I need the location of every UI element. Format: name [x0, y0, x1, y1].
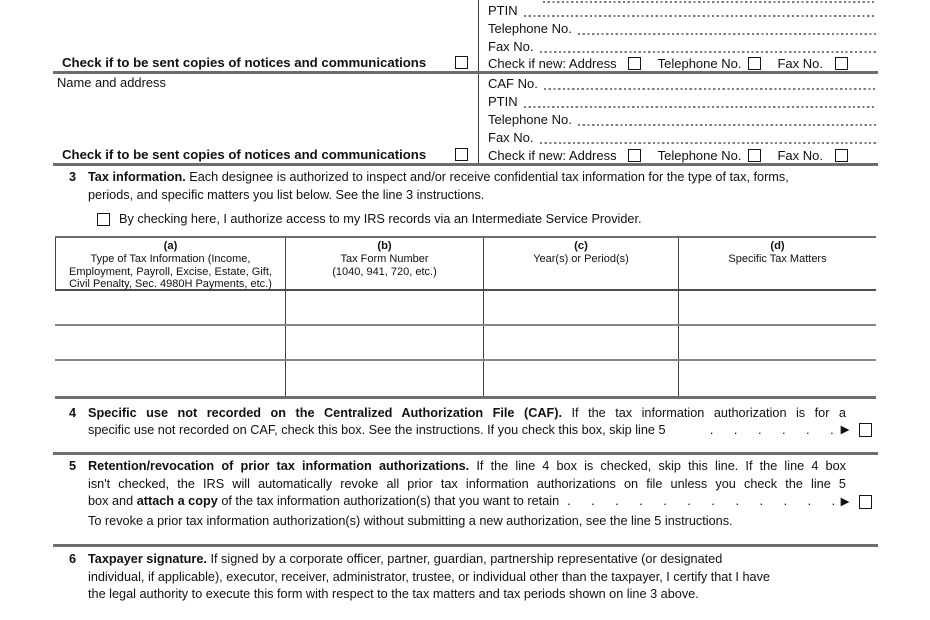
- col-d-letter: (d): [770, 240, 785, 252]
- ptin-entry-line[interactable]: [524, 15, 876, 17]
- dot-leaders: . . . . . . . . . . . .: [567, 494, 836, 508]
- line6-heading: Taxpayer signature.: [88, 552, 207, 566]
- line5-number: 5: [68, 459, 77, 473]
- line3-rest: Each designee is authorized to inspect and/or receive confidential tax information for the type of tax, forms,: [189, 170, 789, 184]
- line6-text-3: the legal authority to execute this form with respect to the tax matters and tax periods shown on line 3 above.: [88, 587, 699, 601]
- col-a-header: [55, 238, 285, 291]
- check-if-new-row-2: [478, 147, 876, 164]
- tax-type-cell[interactable]: [55, 326, 285, 359]
- line5-section-rule: [53, 452, 878, 455]
- copies-notices-row-2: [62, 146, 468, 163]
- line5-text-2: isn't checked, the IRS will automatically revoke all prior tax information authorizations on file unless you check the line 5: [88, 476, 846, 491]
- col-b-header: [285, 238, 483, 291]
- new-address-checkbox-2[interactable]: [628, 149, 641, 162]
- line4-text-1: [88, 405, 875, 422]
- caf-row: [478, 75, 876, 92]
- line3-number: 3: [68, 170, 77, 184]
- check-if-new-address-label-2: Check if new: Address: [488, 148, 617, 163]
- col-a-line1: Type of Tax Information (Income,: [90, 252, 251, 265]
- ptin-row: [478, 2, 876, 19]
- copies-notices-label-2: Check if to be sent copies of notices and communications: [62, 147, 427, 162]
- line4-rest: If the tax information authorization is for a: [571, 406, 846, 420]
- line5-checkbox[interactable]: [859, 495, 873, 509]
- new-fax-label: Fax No.: [777, 56, 823, 71]
- line5-rest: If the line 4 box is checked, skip this line. If the line 4 box: [476, 459, 847, 473]
- line5-line3-post: of the tax information authorization(s) that you want to retain: [221, 494, 560, 508]
- copies-notices-checkbox-2[interactable]: [455, 148, 469, 162]
- ptin-label: PTIN: [488, 3, 518, 18]
- new-address-checkbox[interactable]: [628, 57, 641, 70]
- col-b-line1: Tax Form Number: [340, 252, 429, 265]
- table-header-row: [55, 236, 876, 291]
- tax-form-number-cell[interactable]: [285, 361, 483, 396]
- telephone-entry-line[interactable]: [578, 33, 876, 35]
- line4-number: 4: [68, 406, 77, 420]
- fax-entry-line-2[interactable]: [540, 142, 876, 144]
- line4-checkbox[interactable]: [859, 423, 873, 437]
- fax-label-2: Fax No.: [488, 130, 534, 145]
- col-d-line1: Specific Tax Matters: [728, 252, 827, 265]
- col-a-line2: Employment, Payroll, Excise, Estate, Gift,: [69, 265, 272, 278]
- col-c-header: [483, 238, 678, 291]
- line5-line3-pre: box and: [88, 494, 134, 508]
- years-periods-cell[interactable]: [483, 361, 678, 396]
- col-c-line1: Year(s) or Period(s): [533, 252, 629, 265]
- ptin-label-2: PTIN: [488, 94, 518, 109]
- new-telephone-label-2: Telephone No.: [657, 148, 742, 163]
- line5-note: To revoke a prior tax information authorization(s) without submitting a new authorization, see the line 5 instructions.: [88, 513, 733, 528]
- col-a-line3: Civil Penalty, Sec. 4980H Payments, etc.): [69, 278, 272, 291]
- fax-label: Fax No.: [488, 39, 534, 54]
- check-if-new-address-label: Check if new: Address: [488, 56, 617, 71]
- tax-information-table: [55, 236, 876, 399]
- line6-paragraph: [57, 551, 875, 604]
- line6-rest: If signed by a corporate officer, partner, guardian, partnership representative (or designated: [210, 552, 723, 566]
- designee-divider-rule-1: [53, 71, 878, 74]
- line5-line3: [88, 493, 559, 511]
- name-address-label: Name and address: [57, 75, 166, 90]
- ptin-entry-line-2[interactable]: [524, 106, 876, 108]
- dot-leaders: . . . . . .: [709, 422, 834, 437]
- ptin-row-2: [478, 93, 876, 110]
- copies-notices-label-1: Check if to be sent copies of notices and communications: [62, 55, 427, 70]
- telephone-row: [478, 20, 876, 37]
- check-if-new-row: [478, 55, 876, 72]
- line6-text-1: [88, 551, 875, 569]
- tax-form-number-cell[interactable]: [285, 326, 483, 359]
- specific-matters-cell[interactable]: [678, 326, 876, 359]
- years-periods-cell[interactable]: [483, 291, 678, 324]
- new-telephone-label: Telephone No.: [657, 56, 742, 71]
- new-fax-checkbox-2[interactable]: [835, 149, 848, 162]
- line5-paragraph: [57, 458, 875, 530]
- line4-paragraph: [57, 405, 875, 438]
- arrow-right-icon: ▶: [840, 494, 850, 508]
- telephone-entry-line-2[interactable]: [578, 124, 876, 126]
- line6-text-2: individual, if applicable), executor, receiver, administrator, trustee, or individual other than the taxpayer, I certify that I have: [88, 569, 770, 584]
- line4-line2: specific use not recorded on CAF, check this box. See the instructions. If you check this box, skip line 5: [88, 422, 666, 437]
- line3-text-1: [88, 169, 875, 187]
- tax-form-number-cell[interactable]: [285, 291, 483, 324]
- line5-attach-copy: attach a copy: [136, 494, 218, 508]
- fax-row-2: [478, 129, 876, 146]
- col-c-letter: (c): [574, 240, 588, 252]
- line3-paragraph: [57, 169, 875, 226]
- col-d-header: [678, 238, 876, 291]
- name-address-input-area[interactable]: [57, 92, 469, 144]
- copies-notices-checkbox-1[interactable]: [455, 56, 469, 70]
- table-row: [55, 326, 876, 361]
- tax-type-cell[interactable]: [55, 291, 285, 324]
- copies-notices-row-1: [62, 54, 468, 71]
- intermediate-provider-checkbox[interactable]: [97, 213, 110, 226]
- line4-heading: Specific use not recorded on the Centralized Authorization File (CAF).: [88, 406, 563, 420]
- years-periods-cell[interactable]: [483, 326, 678, 359]
- tax-type-cell[interactable]: [55, 361, 285, 396]
- designee-divider-rule-2: [53, 163, 878, 166]
- specific-matters-cell[interactable]: [678, 361, 876, 396]
- caf-entry-line[interactable]: [544, 88, 876, 90]
- col-b-line2: (1040, 941, 720, etc.): [332, 265, 437, 278]
- line4-text-2: [88, 422, 875, 439]
- arrow-right-icon: ▶: [840, 422, 850, 436]
- intermediate-provider-label: By checking here, I authorize access to my IRS records via an Intermediate Service Provider.: [119, 212, 642, 226]
- new-fax-checkbox[interactable]: [835, 57, 848, 70]
- line5-text-3: [88, 493, 875, 511]
- line3-heading: Tax information.: [88, 170, 186, 184]
- caf-label: CAF No.: [488, 76, 538, 91]
- line5-heading: Retention/revocation of prior tax information authorizations.: [88, 459, 470, 473]
- line5-text-1: [88, 458, 875, 476]
- line3-text-2: periods, and specific matters you list below. See the line 3 instructions.: [88, 187, 485, 202]
- intermediate-provider-row: [88, 212, 875, 226]
- col-b-letter: (b): [377, 240, 392, 252]
- line6-number: 6: [68, 552, 77, 566]
- telephone-row-2: [478, 111, 876, 128]
- telephone-label: Telephone No.: [488, 21, 572, 36]
- telephone-label-2: Telephone No.: [488, 112, 572, 127]
- line6-section-rule: [53, 544, 878, 547]
- table-row: [55, 361, 876, 396]
- col-a-letter: (a): [163, 240, 178, 252]
- fax-row: [478, 38, 876, 55]
- table-row: [55, 291, 876, 326]
- new-fax-label-2: Fax No.: [777, 148, 823, 163]
- specific-matters-cell[interactable]: [678, 291, 876, 324]
- fax-entry-line[interactable]: [540, 51, 876, 53]
- new-telephone-checkbox-2[interactable]: [748, 149, 761, 162]
- new-telephone-checkbox[interactable]: [748, 57, 761, 70]
